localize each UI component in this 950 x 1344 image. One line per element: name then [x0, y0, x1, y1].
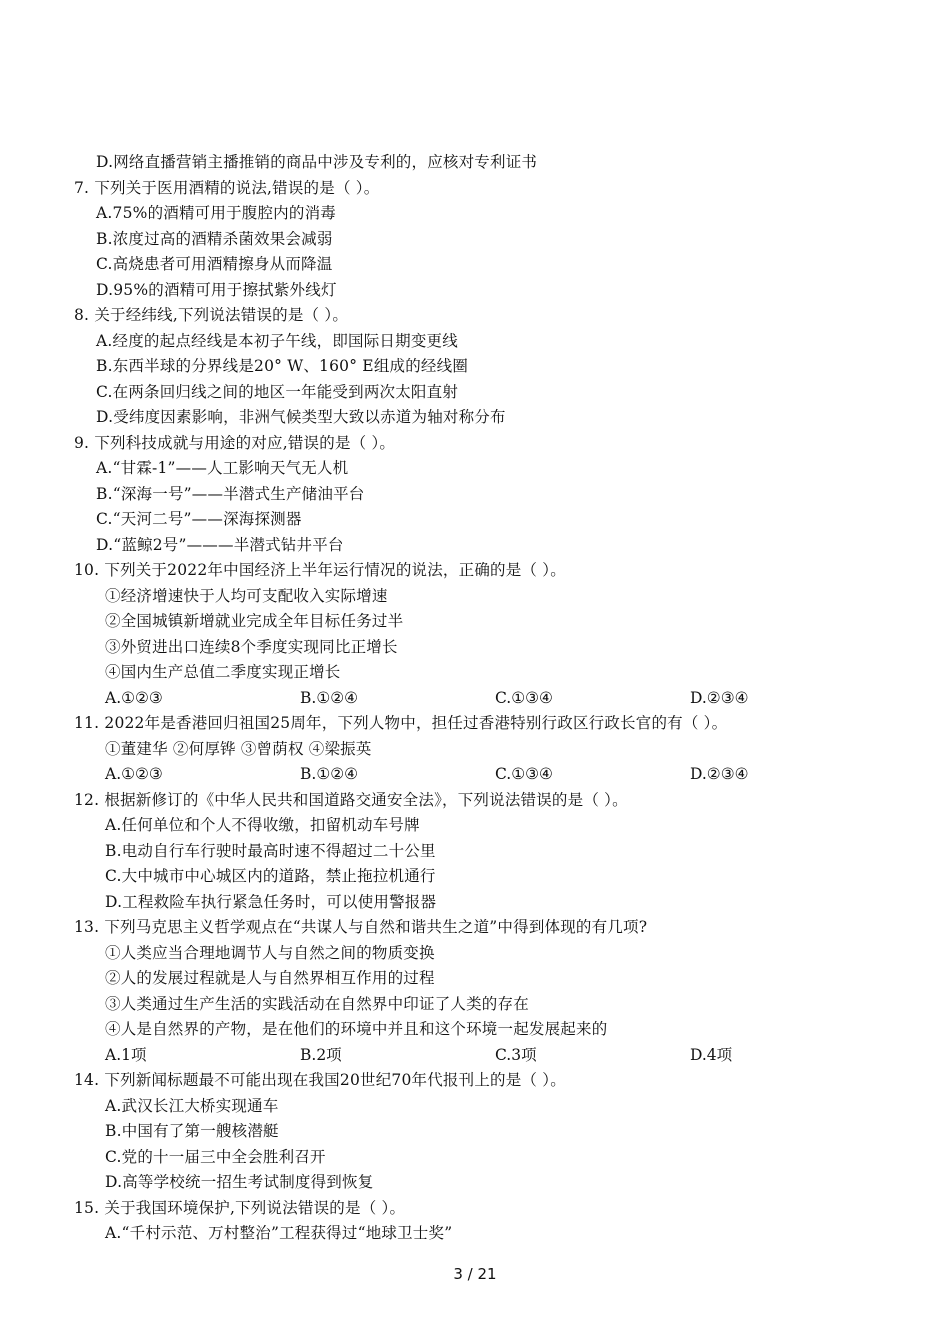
- q8-option-c: C.在两条回归线之间的地区一年能受到两次太阳直射: [96, 383, 459, 401]
- q8-option-a: A.经度的起点经线是本初子午线，即国际日期变更线: [96, 332, 458, 350]
- q14-stem: 14. 下列新闻标题最不可能出现在我国20世纪70年代报刊上的是（ ）。: [74, 1071, 566, 1089]
- q12-option-a: A.任何单位和个人不得收缴，扣留机动车号牌: [105, 816, 420, 834]
- q14-option-c: C.党的十一届三中全会胜利召开: [105, 1148, 326, 1166]
- q10-statement-2: ②全国城镇新增就业完成全年目标任务过半: [105, 612, 404, 630]
- q14-option-b: B.中国有了第一艘核潜艇: [105, 1122, 279, 1140]
- q11-statements: ①董建华 ②何厚铧 ③曾荫权 ④梁振英: [105, 740, 372, 758]
- q12-option-b: B.电动自行车行驶时最高时速不得超过二十公里: [105, 842, 436, 860]
- q7-stem: 7. 下列关于医用酒精的说法,错误的是（ ）。: [74, 179, 380, 197]
- q13-option-c: C.3项: [495, 1046, 537, 1064]
- q10-option-b: B.①②④: [300, 689, 359, 707]
- q13-option-b: B.2项: [300, 1046, 342, 1064]
- q13-statement-1: ①人类应当合理地调节人与自然之间的物质变换: [105, 944, 435, 962]
- q11-option-d: D.②③④: [690, 765, 749, 783]
- q10-statement-1: ①经济增速快于人均可支配收入实际增速: [105, 587, 388, 605]
- q10-option-c: C.①③④: [495, 689, 553, 707]
- q10-option-a: A.①②③: [105, 689, 163, 707]
- q7-option-c: C.高烧患者可用酒精擦身从而降温: [96, 255, 333, 273]
- q9-option-d: D.“蓝鲸2号”———半潜式钻井平台: [96, 536, 344, 554]
- q10-stem: 10. 下列关于2022年中国经济上半年运行情况的说法，正确的是（ ）。: [74, 561, 566, 579]
- q11-option-b: B.①②④: [300, 765, 359, 783]
- q12-stem: 12. 根据新修订的《中华人民共和国道路交通安全法》，下列说法错误的是（ ）。: [74, 791, 628, 809]
- q13-statement-2: ②人的发展过程就是人与自然界相互作用的过程: [105, 969, 435, 987]
- page-number: 3 / 21: [453, 1265, 497, 1283]
- q6-option-d: D.网络直播营销主播推销的商品中涉及专利的，应核对专利证书: [96, 153, 538, 171]
- q9-option-b: B.“深海一号”——半潜式生产储油平台: [96, 485, 365, 503]
- q9-option-c: C.“天河二号”——深海探测器: [96, 510, 302, 528]
- q7-option-b: B.浓度过高的酒精杀菌效果会减弱: [96, 230, 333, 248]
- q12-option-c: C.大中城市中心城区内的道路，禁止拖拉机通行: [105, 867, 436, 885]
- q9-stem: 9. 下列科技成就与用途的对应,错误的是（ ）。: [74, 434, 396, 452]
- q14-option-d: D.高等学校统一招生考试制度得到恢复: [105, 1173, 374, 1191]
- q14-option-a: A.武汉长江大桥实现通车: [105, 1097, 279, 1115]
- q15-option-a: A.“千村示范、万村整治”工程获得过“地球卫士奖”: [105, 1224, 453, 1242]
- q15-stem: 15. 关于我国环境保护,下列说法错误的是（ ）。: [74, 1199, 406, 1217]
- q8-stem: 8. 关于经纬线,下列说法错误的是（ ）。: [74, 306, 349, 324]
- q10-statement-4: ④国内生产总值二季度实现正增长: [105, 663, 341, 681]
- q7-option-d: D.95%的酒精可用于擦拭紫外线灯: [96, 281, 337, 299]
- q9-option-a: A.“甘霖-1”——人工影响天气无人机: [96, 459, 349, 477]
- q13-options: [0, 1045, 950, 1065]
- q13-stem: 13. 下列马克思主义哲学观点在“共谋人与自然和谐共生之道”中得到体现的有几项?: [74, 918, 648, 936]
- q10-statement-3: ③外贸进出口连续8个季度实现同比正增长: [105, 638, 398, 656]
- q12-option-d: D.工程救险车执行紧急任务时，可以使用警报器: [105, 893, 437, 911]
- q8-option-b: B.东西半球的分界线是20° W、160° E组成的经线圈: [96, 357, 469, 375]
- q11-stem: 11. 2022年是香港回归祖国25周年，下列人物中，担任过香港特别行政区行政长官的有（ ）。: [74, 714, 728, 732]
- q11-option-c: C.①③④: [495, 765, 553, 783]
- q11-option-a: A.①②③: [105, 765, 163, 783]
- q7-option-a: A.75%的酒精可用于腹腔内的消毒: [96, 204, 336, 222]
- q13-statement-3: ③人类通过生产生活的实践活动在自然界中印证了人类的存在: [105, 995, 529, 1013]
- q13-option-d: D.4项: [690, 1046, 733, 1064]
- q10-option-d: D.②③④: [690, 689, 749, 707]
- q8-option-d: D.受纬度因素影响，非洲气候类型大致以赤道为轴对称分布: [96, 408, 506, 426]
- q13-statement-4: ④人是自然界的产物，是在他们的环境中并且和这个环境一起发展起来的: [105, 1020, 608, 1038]
- q11-options: [0, 764, 950, 784]
- q13-option-a: A.1项: [105, 1046, 147, 1064]
- q10-options: [0, 688, 950, 708]
